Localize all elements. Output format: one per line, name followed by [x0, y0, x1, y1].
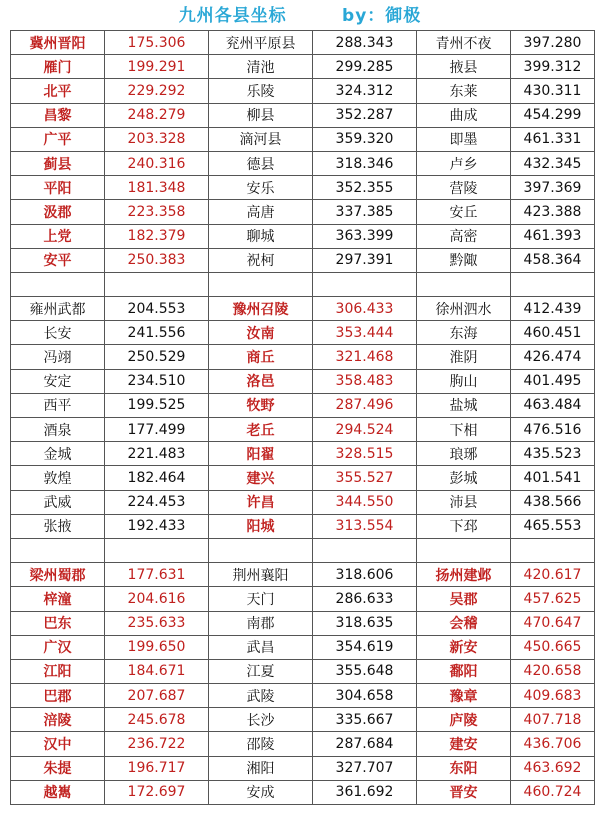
table-row [11, 418, 595, 442]
coordinate-cell: 399.312 [511, 55, 595, 79]
county-name-cell: 德县 [209, 151, 313, 175]
coordinate-cell: 248.279 [105, 103, 209, 127]
coordinate-cell: 241.556 [105, 321, 209, 345]
coordinate-cell: 288.343 [313, 31, 417, 55]
table-row [11, 780, 595, 804]
county-name-cell: 安乐 [209, 176, 313, 200]
county-name-cell: 彭城 [417, 466, 511, 490]
county-name-cell: 东海 [417, 321, 511, 345]
county-name-cell: 琅琊 [417, 442, 511, 466]
county-name-cell: 豫州召陵 [209, 297, 313, 321]
county-name-cell: 聊城 [209, 224, 313, 248]
county-name-cell: 晋安 [417, 780, 511, 804]
county-name-cell: 荆州襄阳 [209, 563, 313, 587]
coordinate-cell: 250.383 [105, 248, 209, 272]
title-main: 九州各县坐标 [178, 6, 287, 26]
coordinate-cell: 229.292 [105, 79, 209, 103]
county-name-cell: 蓟县 [11, 151, 105, 175]
county-name-cell: 广平 [11, 127, 105, 151]
coordinate-cell: 454.299 [511, 103, 595, 127]
coordinate-cell: 401.541 [511, 466, 595, 490]
coordinate-cell: 457.625 [511, 587, 595, 611]
coordinate-cell: 432.345 [511, 151, 595, 175]
coordinate-cell: 318.635 [313, 611, 417, 635]
table-row [11, 635, 595, 659]
page-title [0, 0, 600, 30]
table-row [11, 248, 595, 272]
county-name-cell: 兖州平原县 [209, 31, 313, 55]
coordinate-cell: 240.316 [105, 151, 209, 175]
table-row [11, 224, 595, 248]
county-name-cell: 下邳 [417, 514, 511, 538]
county-name-cell: 安成 [209, 780, 313, 804]
coordinate-cell: 181.348 [105, 176, 209, 200]
coordinate-cell: 407.718 [511, 708, 595, 732]
coordinate-cell: 352.287 [313, 103, 417, 127]
county-name-cell: 高密 [417, 224, 511, 248]
table-row [11, 442, 595, 466]
empty-cell [417, 538, 511, 562]
county-name-cell: 冀州晋阳 [11, 31, 105, 55]
coordinate-cell: 461.331 [511, 127, 595, 151]
coordinate-cell: 420.658 [511, 659, 595, 683]
empty-cell [105, 538, 209, 562]
table-row [11, 684, 595, 708]
county-name-cell: 许昌 [209, 490, 313, 514]
empty-cell [313, 538, 417, 562]
county-name-cell: 武陵 [209, 684, 313, 708]
coordinate-cell: 430.311 [511, 79, 595, 103]
table-row [11, 490, 595, 514]
county-name-cell: 邵陵 [209, 732, 313, 756]
coordinate-cell: 204.553 [105, 297, 209, 321]
coordinate-cell: 250.529 [105, 345, 209, 369]
county-name-cell: 朐山 [417, 369, 511, 393]
coordinate-cell: 207.687 [105, 684, 209, 708]
table-row [11, 732, 595, 756]
coordinate-cell: 199.525 [105, 393, 209, 417]
coordinate-cell: 224.453 [105, 490, 209, 514]
county-name-cell: 新安 [417, 635, 511, 659]
coordinate-cell: 420.617 [511, 563, 595, 587]
table-row [11, 127, 595, 151]
coordinate-cell: 318.346 [313, 151, 417, 175]
section-gap-row [11, 272, 595, 296]
county-name-cell: 清池 [209, 55, 313, 79]
county-name-cell: 建安 [417, 732, 511, 756]
coordinate-cell: 321.468 [313, 345, 417, 369]
coordinate-cell: 465.553 [511, 514, 595, 538]
coordinate-cell: 397.280 [511, 31, 595, 55]
coordinate-cell: 352.355 [313, 176, 417, 200]
county-name-cell: 沛县 [417, 490, 511, 514]
coordinate-cell: 175.306 [105, 31, 209, 55]
empty-cell [11, 538, 105, 562]
county-name-cell: 汲郡 [11, 200, 105, 224]
coordinate-cell: 361.692 [313, 780, 417, 804]
empty-cell [105, 272, 209, 296]
coordinate-cell: 426.474 [511, 345, 595, 369]
table-row [11, 466, 595, 490]
county-name-cell: 豫章 [417, 684, 511, 708]
empty-cell [511, 272, 595, 296]
coordinate-cell: 401.495 [511, 369, 595, 393]
coordinates-table [10, 30, 595, 805]
county-name-cell: 鄱阳 [417, 659, 511, 683]
coordinate-cell: 299.285 [313, 55, 417, 79]
table-row [11, 297, 595, 321]
coordinate-cell: 203.328 [105, 127, 209, 151]
coordinate-cell: 245.678 [105, 708, 209, 732]
county-name-cell: 长安 [11, 321, 105, 345]
coordinate-cell: 324.312 [313, 79, 417, 103]
county-name-cell: 涪陵 [11, 708, 105, 732]
county-name-cell: 梓潼 [11, 587, 105, 611]
county-name-cell: 吴郡 [417, 587, 511, 611]
coordinate-cell: 435.523 [511, 442, 595, 466]
coordinate-cell: 458.364 [511, 248, 595, 272]
county-name-cell: 庐陵 [417, 708, 511, 732]
coordinate-cell: 196.717 [105, 756, 209, 780]
coordinate-cell: 358.483 [313, 369, 417, 393]
coordinate-cell: 172.697 [105, 780, 209, 804]
coordinate-cell: 355.527 [313, 466, 417, 490]
coordinate-cell: 287.684 [313, 732, 417, 756]
county-name-cell: 金城 [11, 442, 105, 466]
county-name-cell: 昌黎 [11, 103, 105, 127]
table-row [11, 79, 595, 103]
county-name-cell: 柳县 [209, 103, 313, 127]
county-name-cell: 雁门 [11, 55, 105, 79]
coordinate-cell: 177.499 [105, 418, 209, 442]
county-name-cell: 雍州武都 [11, 297, 105, 321]
county-name-cell: 天门 [209, 587, 313, 611]
coordinate-cell: 354.619 [313, 635, 417, 659]
coordinate-cell: 327.707 [313, 756, 417, 780]
table-row [11, 103, 595, 127]
county-name-cell: 会稽 [417, 611, 511, 635]
coordinate-cell: 199.650 [105, 635, 209, 659]
county-name-cell: 牧野 [209, 393, 313, 417]
county-name-cell: 阳城 [209, 514, 313, 538]
coordinate-cell: 318.606 [313, 563, 417, 587]
coordinate-cell: 287.496 [313, 393, 417, 417]
county-name-cell: 冯翊 [11, 345, 105, 369]
coordinate-cell: 182.464 [105, 466, 209, 490]
coordinate-cell: 363.399 [313, 224, 417, 248]
coordinate-cell: 221.483 [105, 442, 209, 466]
county-name-cell: 巴郡 [11, 684, 105, 708]
table-row [11, 176, 595, 200]
coordinate-cell: 223.358 [105, 200, 209, 224]
county-name-cell: 巴东 [11, 611, 105, 635]
county-name-cell: 黔陬 [417, 248, 511, 272]
county-name-cell: 扬州建邺 [417, 563, 511, 587]
county-name-cell: 安平 [11, 248, 105, 272]
empty-cell [511, 538, 595, 562]
coordinate-cell: 184.671 [105, 659, 209, 683]
county-name-cell: 广汉 [11, 635, 105, 659]
county-name-cell: 安丘 [417, 200, 511, 224]
coordinate-cell: 199.291 [105, 55, 209, 79]
table-row [11, 31, 595, 55]
coordinate-cell: 359.320 [313, 127, 417, 151]
empty-cell [209, 538, 313, 562]
county-name-cell: 江夏 [209, 659, 313, 683]
county-name-cell: 阳翟 [209, 442, 313, 466]
county-name-cell: 南郡 [209, 611, 313, 635]
empty-cell [209, 272, 313, 296]
coordinate-cell: 234.510 [105, 369, 209, 393]
county-name-cell: 商丘 [209, 345, 313, 369]
table-row [11, 756, 595, 780]
county-name-cell: 祝柯 [209, 248, 313, 272]
coordinate-cell: 182.379 [105, 224, 209, 248]
table-row [11, 587, 595, 611]
coordinate-cell: 460.724 [511, 780, 595, 804]
section-gap-row [11, 538, 595, 562]
county-name-cell: 敦煌 [11, 466, 105, 490]
county-name-cell: 酒泉 [11, 418, 105, 442]
county-name-cell: 卢乡 [417, 151, 511, 175]
coordinate-cell: 355.648 [313, 659, 417, 683]
table-row [11, 611, 595, 635]
county-name-cell: 梁州蜀郡 [11, 563, 105, 587]
county-name-cell: 掖县 [417, 55, 511, 79]
coordinate-cell: 412.439 [511, 297, 595, 321]
table-row [11, 514, 595, 538]
county-name-cell: 盐城 [417, 393, 511, 417]
coordinate-cell: 304.658 [313, 684, 417, 708]
table-row [11, 345, 595, 369]
table-row [11, 321, 595, 345]
county-name-cell: 平阳 [11, 176, 105, 200]
coordinate-cell: 235.633 [105, 611, 209, 635]
coordinate-cell: 438.566 [511, 490, 595, 514]
coordinate-cell: 236.722 [105, 732, 209, 756]
county-name-cell: 即墨 [417, 127, 511, 151]
county-name-cell: 朱提 [11, 756, 105, 780]
county-name-cell: 徐州泗水 [417, 297, 511, 321]
coordinate-cell: 397.369 [511, 176, 595, 200]
coordinate-cell: 286.633 [313, 587, 417, 611]
coordinate-cell: 463.484 [511, 393, 595, 417]
table-row [11, 55, 595, 79]
coordinate-cell: 409.683 [511, 684, 595, 708]
county-name-cell: 湘阳 [209, 756, 313, 780]
county-name-cell: 乐陵 [209, 79, 313, 103]
county-name-cell: 下相 [417, 418, 511, 442]
coordinate-cell: 297.391 [313, 248, 417, 272]
table-row [11, 369, 595, 393]
empty-cell [417, 272, 511, 296]
coordinate-cell: 463.692 [511, 756, 595, 780]
county-name-cell: 武昌 [209, 635, 313, 659]
coordinate-cell: 192.433 [105, 514, 209, 538]
county-name-cell: 曲成 [417, 103, 511, 127]
county-name-cell: 东阳 [417, 756, 511, 780]
coordinate-cell: 460.451 [511, 321, 595, 345]
table-row [11, 200, 595, 224]
county-name-cell: 上党 [11, 224, 105, 248]
county-name-cell: 滴河县 [209, 127, 313, 151]
county-name-cell: 营陵 [417, 176, 511, 200]
county-name-cell: 北平 [11, 79, 105, 103]
coordinate-cell: 328.515 [313, 442, 417, 466]
table-row [11, 393, 595, 417]
county-name-cell: 高唐 [209, 200, 313, 224]
county-name-cell: 安定 [11, 369, 105, 393]
county-name-cell: 汉中 [11, 732, 105, 756]
coordinate-cell: 294.524 [313, 418, 417, 442]
title-byline: by：御极 [342, 6, 422, 26]
coordinate-cell: 177.631 [105, 563, 209, 587]
coordinate-cell: 313.554 [313, 514, 417, 538]
county-name-cell: 长沙 [209, 708, 313, 732]
coordinate-cell: 344.550 [313, 490, 417, 514]
coordinate-cell: 461.393 [511, 224, 595, 248]
table-row [11, 659, 595, 683]
coordinate-cell: 204.616 [105, 587, 209, 611]
county-name-cell: 老丘 [209, 418, 313, 442]
empty-cell [11, 272, 105, 296]
coordinate-cell: 306.433 [313, 297, 417, 321]
county-name-cell: 汝南 [209, 321, 313, 345]
county-name-cell: 越嶲 [11, 780, 105, 804]
table-row [11, 708, 595, 732]
county-name-cell: 东莱 [417, 79, 511, 103]
coordinate-cell: 353.444 [313, 321, 417, 345]
county-name-cell: 青州不夜 [417, 31, 511, 55]
county-name-cell: 建兴 [209, 466, 313, 490]
table-row [11, 151, 595, 175]
coordinate-cell: 337.385 [313, 200, 417, 224]
county-name-cell: 洛邑 [209, 369, 313, 393]
empty-cell [313, 272, 417, 296]
county-name-cell: 淮阴 [417, 345, 511, 369]
coordinate-cell: 436.706 [511, 732, 595, 756]
coordinate-cell: 335.667 [313, 708, 417, 732]
coordinate-cell: 470.647 [511, 611, 595, 635]
county-name-cell: 张掖 [11, 514, 105, 538]
coordinate-cell: 450.665 [511, 635, 595, 659]
table-row [11, 563, 595, 587]
county-name-cell: 西平 [11, 393, 105, 417]
county-name-cell: 武威 [11, 490, 105, 514]
coordinate-cell: 423.388 [511, 200, 595, 224]
county-name-cell: 江阳 [11, 659, 105, 683]
coordinate-cell: 476.516 [511, 418, 595, 442]
